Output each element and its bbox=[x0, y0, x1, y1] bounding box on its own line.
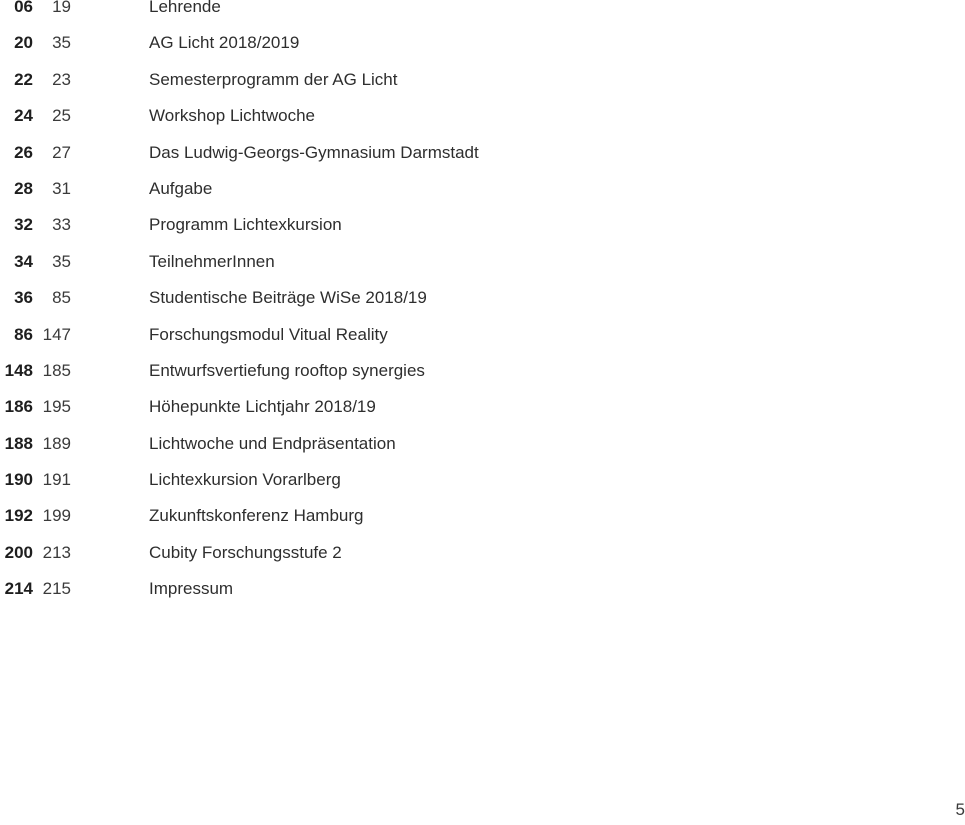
toc-start-page: 192 bbox=[4, 506, 33, 526]
toc-entry[interactable] bbox=[0, 541, 700, 577]
toc-end-page: 189 bbox=[42, 433, 71, 453]
toc-start-page: 214 bbox=[4, 579, 33, 599]
toc-start-page: 148 bbox=[4, 360, 33, 380]
toc-entry-title: Forschungsmodul Vitual Reality bbox=[149, 324, 388, 344]
toc-entry-title: Impressum bbox=[149, 579, 234, 599]
toc-start-page: 86 bbox=[14, 324, 33, 344]
toc-end-page: 147 bbox=[42, 324, 71, 344]
toc-entry[interactable] bbox=[0, 504, 700, 540]
toc-entry-title: Cubity Forschungsstufe 2 bbox=[149, 542, 342, 562]
toc-entry[interactable] bbox=[0, 141, 700, 177]
toc-end-page: 27 bbox=[52, 142, 71, 162]
toc-start-page: 06 bbox=[14, 0, 33, 16]
toc-entry-title: Lichtwoche und Endpräsentation bbox=[149, 433, 396, 453]
toc-start-page: 188 bbox=[4, 433, 33, 453]
toc-end-page: 199 bbox=[42, 506, 71, 526]
toc-entry[interactable] bbox=[0, 359, 700, 395]
toc-entry[interactable] bbox=[0, 395, 700, 431]
toc-end-page: 85 bbox=[52, 288, 71, 308]
toc-start-page: 186 bbox=[4, 397, 33, 417]
toc-entry[interactable] bbox=[0, 31, 700, 67]
toc-start-page: 22 bbox=[14, 69, 33, 89]
toc-start-page: 200 bbox=[4, 542, 33, 562]
toc-entry[interactable] bbox=[0, 104, 700, 140]
toc-entry-title: Workshop Lichtwoche bbox=[149, 106, 315, 126]
toc-start-page: 28 bbox=[14, 178, 33, 198]
toc-start-page: 190 bbox=[4, 470, 33, 490]
toc-entry-title: Entwurfsvertiefung rooftop synergies bbox=[149, 360, 425, 380]
toc-end-page: 215 bbox=[42, 579, 71, 599]
toc-end-page: 185 bbox=[42, 360, 71, 380]
toc-end-page: 35 bbox=[52, 251, 71, 271]
toc-entry-title: Aufgabe bbox=[149, 178, 213, 198]
toc-entry-title: Das Ludwig-Georgs-Gymnasium Darmstadt bbox=[149, 142, 479, 162]
toc-end-page: 213 bbox=[42, 542, 71, 562]
page-number: 5 bbox=[955, 800, 965, 819]
toc-end-page: 33 bbox=[52, 215, 71, 235]
toc-end-page: 19 bbox=[52, 0, 71, 16]
toc-start-page: 20 bbox=[14, 33, 33, 53]
toc-entry-title: Studentische Beiträge WiSe 2018/19 bbox=[149, 288, 427, 308]
toc-entry[interactable] bbox=[0, 177, 700, 213]
toc-entry[interactable] bbox=[0, 250, 700, 286]
toc-entry[interactable] bbox=[0, 577, 700, 613]
toc-entry[interactable] bbox=[0, 468, 700, 504]
toc-entry-title: Zukunftskonferenz Hamburg bbox=[149, 506, 364, 526]
toc-entry[interactable] bbox=[0, 68, 700, 104]
toc-entry[interactable] bbox=[0, 213, 700, 249]
toc-end-page: 191 bbox=[42, 470, 71, 490]
toc-end-page: 25 bbox=[52, 106, 71, 126]
toc-entry-title: Programm Lichtexkursion bbox=[149, 215, 342, 235]
toc-end-page: 195 bbox=[42, 397, 71, 417]
toc-start-page: 24 bbox=[14, 106, 33, 126]
toc-entry[interactable] bbox=[0, 286, 700, 322]
toc-end-page: 31 bbox=[52, 178, 71, 198]
toc-entry-title: AG Licht 2018/2019 bbox=[149, 33, 300, 53]
toc-start-page: 26 bbox=[14, 142, 33, 162]
toc-entry-title: TeilnehmerInnen bbox=[149, 251, 275, 271]
toc-entry-title: Höhepunkte Lichtjahr 2018/19 bbox=[149, 397, 376, 417]
toc-end-page: 23 bbox=[52, 69, 71, 89]
toc-entry[interactable] bbox=[0, 0, 700, 31]
toc-end-page: 35 bbox=[52, 33, 71, 53]
toc-start-page: 34 bbox=[14, 251, 33, 271]
toc-entry-title: Lichtexkursion Vorarlberg bbox=[149, 470, 341, 490]
toc-entry-title: Semesterprogramm der AG Licht bbox=[149, 69, 398, 89]
toc-entry[interactable] bbox=[0, 323, 700, 359]
toc-start-page: 32 bbox=[14, 215, 33, 235]
toc-entry[interactable] bbox=[0, 432, 700, 468]
toc-start-page: 36 bbox=[14, 288, 33, 308]
toc-entry-title: Lehrende bbox=[149, 0, 221, 16]
